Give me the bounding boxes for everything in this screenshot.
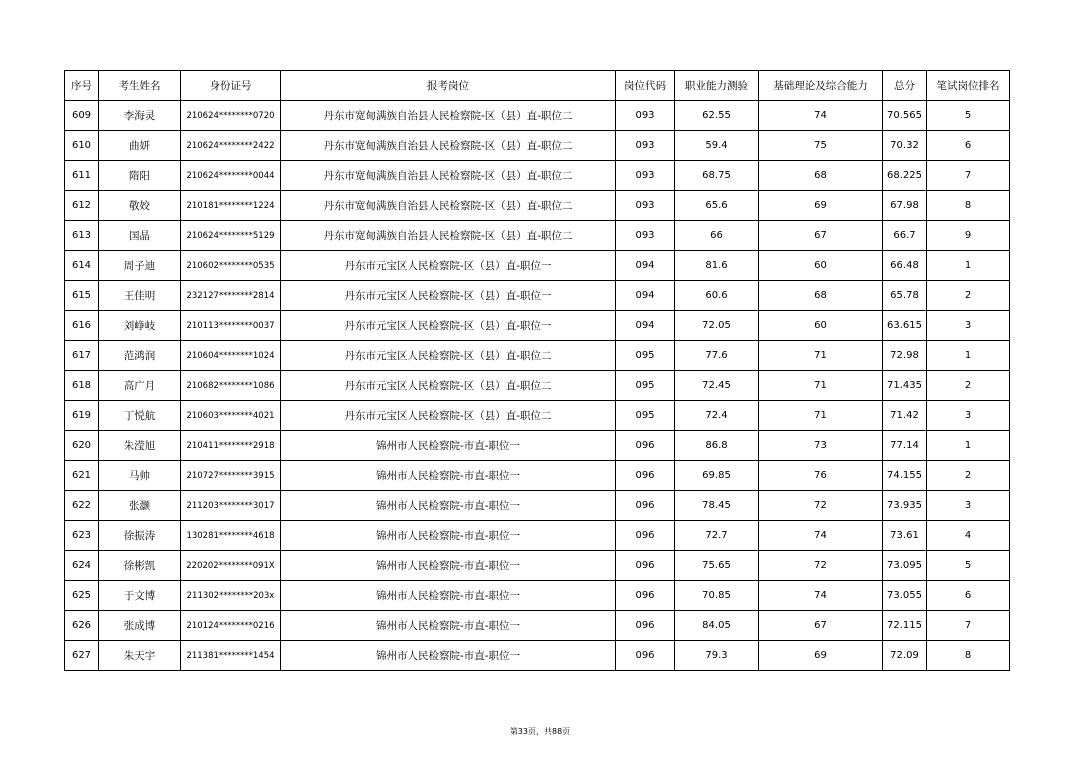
col-header-rank: 笔试岗位排名 — [927, 71, 1010, 101]
cell-aptitude: 68.75 — [675, 161, 759, 191]
cell-id: 210604********1024 — [181, 341, 281, 371]
cell-seq: 615 — [65, 281, 99, 311]
cell-total: 73.055 — [883, 581, 927, 611]
cell-code: 096 — [616, 641, 675, 671]
col-header-id: 身份证号 — [181, 71, 281, 101]
cell-code: 095 — [616, 341, 675, 371]
cell-id: 211302********203x — [181, 581, 281, 611]
table-row — [65, 191, 1010, 221]
cell-code: 093 — [616, 161, 675, 191]
cell-theory: 67 — [759, 611, 883, 641]
table-row — [65, 101, 1010, 131]
cell-rank: 8 — [927, 191, 1010, 221]
cell-aptitude: 66 — [675, 221, 759, 251]
cell-aptitude: 62.55 — [675, 101, 759, 131]
cell-position: 丹东市宽甸满族自治县人民检察院-区（县）直-职位二 — [281, 161, 616, 191]
cell-theory: 73 — [759, 431, 883, 461]
cell-total: 63.615 — [883, 311, 927, 341]
cell-aptitude: 59.4 — [675, 131, 759, 161]
cell-total: 72.115 — [883, 611, 927, 641]
cell-position: 丹东市元宝区人民检察院-区（县）直-职位二 — [281, 341, 616, 371]
table-row — [65, 131, 1010, 161]
cell-seq: 625 — [65, 581, 99, 611]
cell-theory: 68 — [759, 281, 883, 311]
cell-rank: 6 — [927, 581, 1010, 611]
cell-id: 220202********091X — [181, 551, 281, 581]
cell-aptitude: 81.6 — [675, 251, 759, 281]
cell-rank: 7 — [927, 611, 1010, 641]
table-row — [65, 611, 1010, 641]
cell-id: 210624********2422 — [181, 131, 281, 161]
cell-name: 丁悦航 — [99, 401, 181, 431]
cell-seq: 612 — [65, 191, 99, 221]
cell-position: 丹东市元宝区人民检察院-区（县）直-职位一 — [281, 251, 616, 281]
cell-seq: 611 — [65, 161, 99, 191]
cell-theory: 67 — [759, 221, 883, 251]
cell-theory: 74 — [759, 101, 883, 131]
cell-id: 210411********2918 — [181, 431, 281, 461]
cell-id: 210113********0037 — [181, 311, 281, 341]
cell-aptitude: 70.85 — [675, 581, 759, 611]
cell-name: 朱天宇 — [99, 641, 181, 671]
page-footer: 第33页，共88页 — [509, 727, 571, 736]
col-header-name: 考生姓名 — [99, 71, 181, 101]
cell-name: 李海灵 — [99, 101, 181, 131]
cell-code: 096 — [616, 521, 675, 551]
cell-code: 096 — [616, 581, 675, 611]
cell-theory: 74 — [759, 581, 883, 611]
cell-rank: 3 — [927, 311, 1010, 341]
cell-name: 张成博 — [99, 611, 181, 641]
cell-name: 徐振涛 — [99, 521, 181, 551]
cell-rank: 2 — [927, 461, 1010, 491]
table-row — [65, 431, 1010, 461]
header-row — [65, 71, 1010, 101]
cell-id: 210124********0216 — [181, 611, 281, 641]
cell-seq: 609 — [65, 101, 99, 131]
table-row — [65, 401, 1010, 431]
table-row — [65, 281, 1010, 311]
cell-position: 锦州市人民检察院-市直-职位一 — [281, 611, 616, 641]
cell-name: 曲妍 — [99, 131, 181, 161]
cell-position: 锦州市人民检察院-市直-职位一 — [281, 581, 616, 611]
cell-total: 66.7 — [883, 221, 927, 251]
cell-theory: 71 — [759, 371, 883, 401]
cell-rank: 5 — [927, 551, 1010, 581]
cell-rank: 1 — [927, 431, 1010, 461]
cell-rank: 1 — [927, 251, 1010, 281]
col-header-aptitude: 职业能力测验 — [675, 71, 759, 101]
cell-total: 71.42 — [883, 401, 927, 431]
table-row — [65, 161, 1010, 191]
cell-id: 130281********4618 — [181, 521, 281, 551]
cell-id: 211381********1454 — [181, 641, 281, 671]
cell-code: 096 — [616, 551, 675, 581]
cell-total: 71.435 — [883, 371, 927, 401]
cell-seq: 622 — [65, 491, 99, 521]
cell-total: 73.935 — [883, 491, 927, 521]
cell-total: 68.225 — [883, 161, 927, 191]
cell-seq: 619 — [65, 401, 99, 431]
cell-theory: 60 — [759, 311, 883, 341]
cell-position: 锦州市人民检察院-市直-职位一 — [281, 551, 616, 581]
cell-code: 096 — [616, 491, 675, 521]
cell-position: 丹东市宽甸满族自治县人民检察院-区（县）直-职位二 — [281, 191, 616, 221]
cell-position: 丹东市元宝区人民检察院-区（县）直-职位二 — [281, 371, 616, 401]
col-header-theory: 基础理论及综合能力 — [759, 71, 883, 101]
cell-id: 210682********1086 — [181, 371, 281, 401]
cell-id: 210603********4021 — [181, 401, 281, 431]
table-row — [65, 461, 1010, 491]
cell-name: 隋阳 — [99, 161, 181, 191]
cell-code: 093 — [616, 101, 675, 131]
cell-rank: 3 — [927, 401, 1010, 431]
table-row — [65, 221, 1010, 251]
cell-aptitude: 72.45 — [675, 371, 759, 401]
cell-rank: 3 — [927, 491, 1010, 521]
cell-seq: 610 — [65, 131, 99, 161]
cell-id: 210727********3915 — [181, 461, 281, 491]
cell-code: 094 — [616, 251, 675, 281]
cell-position: 锦州市人民检察院-市直-职位一 — [281, 641, 616, 671]
cell-name: 张灏 — [99, 491, 181, 521]
cell-theory: 74 — [759, 521, 883, 551]
cell-aptitude: 65.6 — [675, 191, 759, 221]
cell-total: 67.98 — [883, 191, 927, 221]
cell-seq: 618 — [65, 371, 99, 401]
cell-code: 094 — [616, 281, 675, 311]
cell-theory: 69 — [759, 641, 883, 671]
cell-position: 丹东市宽甸满族自治县人民检察院-区（县）直-职位二 — [281, 101, 616, 131]
cell-seq: 616 — [65, 311, 99, 341]
cell-rank: 4 — [927, 521, 1010, 551]
cell-aptitude: 77.6 — [675, 341, 759, 371]
table-row — [65, 371, 1010, 401]
cell-aptitude: 72.7 — [675, 521, 759, 551]
cell-theory: 68 — [759, 161, 883, 191]
cell-rank: 5 — [927, 101, 1010, 131]
cell-id: 232127********2814 — [181, 281, 281, 311]
cell-theory: 76 — [759, 461, 883, 491]
cell-position: 丹东市宽甸满族自治县人民检察院-区（县）直-职位二 — [281, 221, 616, 251]
cell-name: 徐彬凯 — [99, 551, 181, 581]
cell-aptitude: 86.8 — [675, 431, 759, 461]
cell-aptitude: 72.4 — [675, 401, 759, 431]
cell-position: 锦州市人民检察院-市直-职位一 — [281, 491, 616, 521]
cell-theory: 71 — [759, 341, 883, 371]
cell-position: 锦州市人民检察院-市直-职位一 — [281, 461, 616, 491]
cell-id: 210602********0535 — [181, 251, 281, 281]
cell-aptitude: 84.05 — [675, 611, 759, 641]
cell-theory: 69 — [759, 191, 883, 221]
cell-rank: 8 — [927, 641, 1010, 671]
results-table — [64, 70, 1010, 671]
cell-seq: 626 — [65, 611, 99, 641]
cell-id: 210624********0044 — [181, 161, 281, 191]
cell-name: 马帅 — [99, 461, 181, 491]
table-row — [65, 641, 1010, 671]
cell-aptitude: 78.45 — [675, 491, 759, 521]
cell-rank: 6 — [927, 131, 1010, 161]
cell-aptitude: 69.85 — [675, 461, 759, 491]
cell-rank: 9 — [927, 221, 1010, 251]
col-header-position: 报考岗位 — [281, 71, 616, 101]
cell-aptitude: 72.05 — [675, 311, 759, 341]
cell-id: 211203********3017 — [181, 491, 281, 521]
cell-seq: 624 — [65, 551, 99, 581]
cell-position: 锦州市人民检察院-市直-职位一 — [281, 431, 616, 461]
cell-theory: 60 — [759, 251, 883, 281]
cell-code: 094 — [616, 311, 675, 341]
cell-name: 于文博 — [99, 581, 181, 611]
cell-aptitude: 60.6 — [675, 281, 759, 311]
cell-id: 210181********1224 — [181, 191, 281, 221]
table-row — [65, 491, 1010, 521]
cell-position: 锦州市人民检察院-市直-职位一 — [281, 521, 616, 551]
cell-id: 210624********5129 — [181, 221, 281, 251]
col-header-total: 总分 — [883, 71, 927, 101]
cell-seq: 623 — [65, 521, 99, 551]
cell-name: 敬姣 — [99, 191, 181, 221]
cell-code: 095 — [616, 371, 675, 401]
cell-total: 70.32 — [883, 131, 927, 161]
cell-theory: 72 — [759, 491, 883, 521]
cell-position: 丹东市宽甸满族自治县人民检察院-区（县）直-职位二 — [281, 131, 616, 161]
cell-code: 093 — [616, 131, 675, 161]
cell-total: 72.09 — [883, 641, 927, 671]
table-row — [65, 251, 1010, 281]
table-row — [65, 311, 1010, 341]
cell-aptitude: 75.65 — [675, 551, 759, 581]
cell-code: 096 — [616, 461, 675, 491]
cell-position: 丹东市元宝区人民检察院-区（县）直-职位一 — [281, 311, 616, 341]
cell-position: 丹东市元宝区人民检察院-区（县）直-职位二 — [281, 401, 616, 431]
cell-total: 65.78 — [883, 281, 927, 311]
cell-code: 095 — [616, 401, 675, 431]
cell-code: 093 — [616, 191, 675, 221]
cell-seq: 617 — [65, 341, 99, 371]
cell-name: 王佳明 — [99, 281, 181, 311]
cell-code: 096 — [616, 611, 675, 641]
cell-total: 66.48 — [883, 251, 927, 281]
cell-rank: 2 — [927, 371, 1010, 401]
cell-rank: 7 — [927, 161, 1010, 191]
cell-total: 72.98 — [883, 341, 927, 371]
cell-name: 范鸿润 — [99, 341, 181, 371]
table-row — [65, 521, 1010, 551]
cell-code: 093 — [616, 221, 675, 251]
cell-rank: 2 — [927, 281, 1010, 311]
cell-name: 朱滢旭 — [99, 431, 181, 461]
cell-seq: 613 — [65, 221, 99, 251]
cell-rank: 1 — [927, 341, 1010, 371]
cell-name: 高广月 — [99, 371, 181, 401]
table-row — [65, 341, 1010, 371]
cell-name: 刘峥岐 — [99, 311, 181, 341]
cell-total: 73.61 — [883, 521, 927, 551]
cell-theory: 71 — [759, 401, 883, 431]
cell-theory: 75 — [759, 131, 883, 161]
col-header-seq: 序号 — [65, 71, 99, 101]
cell-code: 096 — [616, 431, 675, 461]
table-row — [65, 581, 1010, 611]
cell-total: 73.095 — [883, 551, 927, 581]
cell-name: 周子迪 — [99, 251, 181, 281]
col-header-code: 岗位代码 — [616, 71, 675, 101]
cell-seq: 621 — [65, 461, 99, 491]
cell-total: 77.14 — [883, 431, 927, 461]
cell-total: 70.565 — [883, 101, 927, 131]
cell-seq: 620 — [65, 431, 99, 461]
cell-seq: 627 — [65, 641, 99, 671]
cell-theory: 72 — [759, 551, 883, 581]
cell-seq: 614 — [65, 251, 99, 281]
cell-position: 丹东市元宝区人民检察院-区（县）直-职位一 — [281, 281, 616, 311]
cell-aptitude: 79.3 — [675, 641, 759, 671]
cell-total: 74.155 — [883, 461, 927, 491]
cell-name: 国晶 — [99, 221, 181, 251]
table-row — [65, 551, 1010, 581]
cell-id: 210624********0720 — [181, 101, 281, 131]
